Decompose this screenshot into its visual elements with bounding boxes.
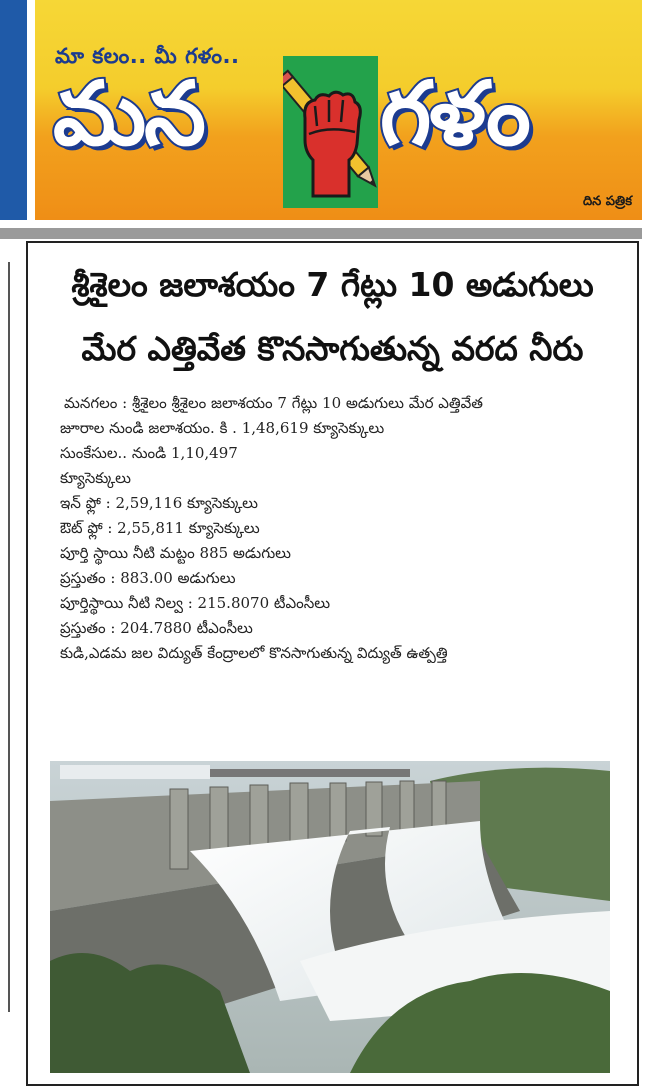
- dam-photo-illustration: [50, 761, 610, 1073]
- body-line: ఔట్ ఫ్లో : 2,55,811 క్యూసెక్కులు: [60, 519, 260, 537]
- left-gap: [27, 0, 35, 220]
- masthead-tagline: మా కలం.. మీ గళం..: [55, 44, 240, 68]
- body-line: కుడి,ఎడమ జల విద్యుత్ కేంద్రాలలో కొనసాగుతున్న విద్యుత్ ఉత్పత్తి: [60, 644, 448, 662]
- news-article: [26, 241, 639, 1086]
- body-line: ప్రస్తుతం : 883.00 అడుగులు: [60, 569, 236, 587]
- body-line: పూర్తిస్థాయి నీటి నిల్వ : 215.8070 టీఎంసీలు: [60, 594, 331, 612]
- headline-line-1: శ్రీశైలం జలాశయం 7 గేట్లు 10 అడుగులు: [71, 265, 594, 304]
- body-line: పూర్తి స్థాయి నీటి మట్టం 885 అడుగులు: [60, 544, 291, 562]
- headline-line-2: మేర ఎత్తివేత కొనసాగుతున్న వరద నీరు: [81, 329, 584, 368]
- left-column-rule: [8, 262, 10, 1012]
- brand-name-left: మన: [53, 62, 204, 165]
- masthead: [35, 0, 642, 220]
- fist-pencil-svg: [283, 56, 378, 208]
- article-lead: మనగలం : శ్రీశైలం శ్రీశైలం జలాశయం 7 గేట్లు 10 అడుగులు మేర ఎత్తివేత: [64, 394, 483, 412]
- body-line: జూరాల నుండి జలాశయం. కి . 1,48,619 క్యూసెక్కులు: [60, 419, 385, 437]
- masthead-divider: [0, 228, 642, 239]
- brand-name-right: గళం: [380, 62, 529, 165]
- dam-spillway-photo: [50, 761, 610, 1073]
- left-blue-bar: [0, 0, 27, 220]
- article-body: [28, 391, 628, 666]
- masthead-subtitle: దిన పత్రిక: [582, 194, 632, 209]
- body-line: ప్రస్తుతం : 204.7880 టీఎంసీలు: [60, 619, 253, 637]
- body-line: ఇన్ ఫ్లో : 2,59,116 క్యూసెక్కులు: [60, 494, 258, 512]
- body-line: సుంకేసుల.. నుండి 1,10,497: [60, 444, 238, 462]
- body-line: క్యూసెక్కులు: [60, 469, 131, 487]
- fist-pencil-logo-icon: [283, 56, 378, 208]
